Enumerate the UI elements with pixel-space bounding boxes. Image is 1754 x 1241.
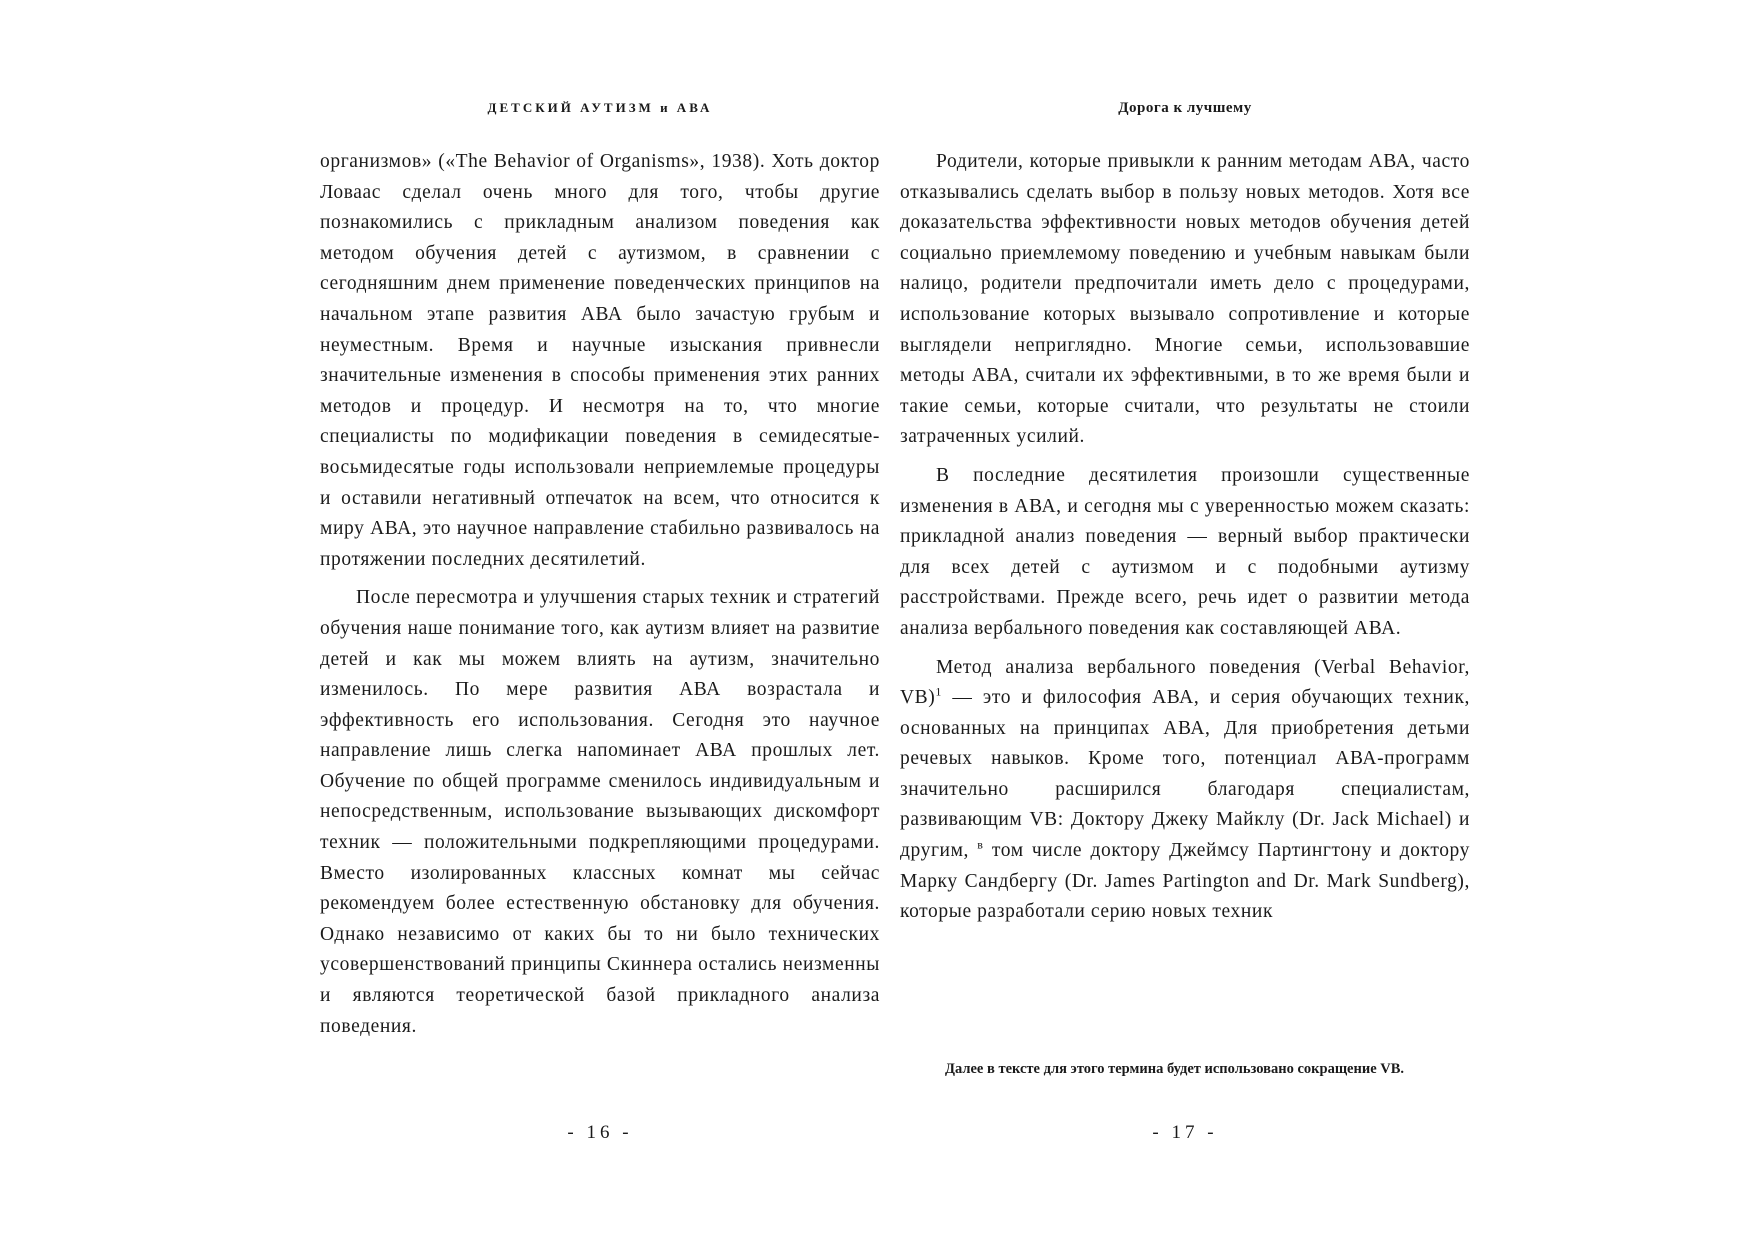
right-running-head: Дорога к лучшему bbox=[1118, 100, 1252, 116]
right-body-text bbox=[900, 147, 1470, 928]
footnote: Далее в тексте для этого термина будет использовано сокращение VB. bbox=[945, 1061, 1405, 1077]
left-page bbox=[320, 0, 880, 1241]
p3-text-middle: — это и философия АВА, и серия обучающих техник, основанных на принципах АВА, Для приобретения детьми речевых навыков. Кроме того, потенциал АВА-программ значительно расширился благодаря специалистам, развивающим VB: Доктору Джеку Майклу (Dr. Jack Michael) и другим, bbox=[900, 687, 1470, 862]
left-paragraph-1: организмов» («The Behavior of Organisms», 1938). Хоть доктор Ловаас сделал очень много для того, чтобы другие познакомились с прикладным анализом поведения как методом обучения детей с аутизмом, в сравнении с сегодняшним днем применение поведенческих принципов на начальном этапе развития АВА было зачастую грубым и неуместным. Время и научные изыскания привнесли значительные изменения в способы применения этих ранних методов и процедур. И несмотря на то, что многие специалисты по модификации поведения в семидесятые-восьмидесятые годы использовали неприемлемые процедуры и оставили негативный отпечаток на всем, что относится к миру АВА, это научное направление стабильно развивалось на протяжении последних десятилетий. bbox=[320, 151, 880, 570]
right-paragraph-1: Родители, которые привыкли к ранним методам АВА, часто отказывались сделать выбор в пользу новых методов. Хотя все доказательства эффективности новых методов обучения детей социально приемлемому поведению и учебным навыкам были налицо, родители предпочитали иметь дело с процедурами, использование которых вызывало сопротивление и которые выглядели непригляднo. Многие семьи, использовавшие методы АВА, считали их эффективными, в то же время были и такие семьи, которые считали, что результаты не стоили затраченных усилий. bbox=[900, 151, 1470, 448]
right-page-number: - 17 - bbox=[1152, 1122, 1218, 1143]
p3-text-start: Метод анализа вербального поведения (Verbal Behavior, VB) bbox=[900, 656, 1470, 709]
left-page-number: - 16 - bbox=[567, 1122, 633, 1143]
left-paragraph-2: После пересмотра и улучшения старых техник и стратегий обучения наше понимание того, как аутизм влияет на развитие детей и как мы можем влиять на аутизм, значительно изменилось. По мере развития АВА возрастала и эффективность его использования. Сегодня это научное направление лишь слегка напоминает АВА прошлых лет. Обучение по общей программе сменилось индивидуальным и непосредственным, использование вызывающих дискомфорт техник — положительными подкрепляющими процедурами. Вместо изолированных классных комнат мы сейчас рекомендуем более естественную обстановку для обучения. Однако независимо от каких бы то ни было технических усовершенствований принципы Скиннера остались неизменны и являются теоретической базой прикладного анализа поведения. bbox=[320, 587, 880, 1037]
footnote-marker: 1 bbox=[935, 684, 942, 699]
left-body-text bbox=[320, 147, 880, 1042]
right-page bbox=[900, 0, 1470, 1241]
stray-superscript: в bbox=[977, 837, 984, 852]
right-paragraph-2: В последние десятилетия произошли существенные изменения в АВА, и сегодня мы с уверенностью можем сказать: прикладной анализ поведения — верный выбор практически для всех детей с аутизмом и с подобными аутизму расстройствами. Прежде всего, речь идет о развитии метода анализа вербального поведения как составляющей АВА. bbox=[900, 464, 1470, 639]
left-running-head: ДЕТСКИЙ АУТИЗМ и АВА bbox=[487, 100, 713, 115]
p3-text-end: том числе доктору Джеймсу Партингтону и доктору Марку Сандбергу (Dr. James Partington and Dr. Mark Sundberg), которые разработали серию новых техник bbox=[900, 840, 1470, 923]
right-paragraph-3 bbox=[900, 653, 1470, 928]
